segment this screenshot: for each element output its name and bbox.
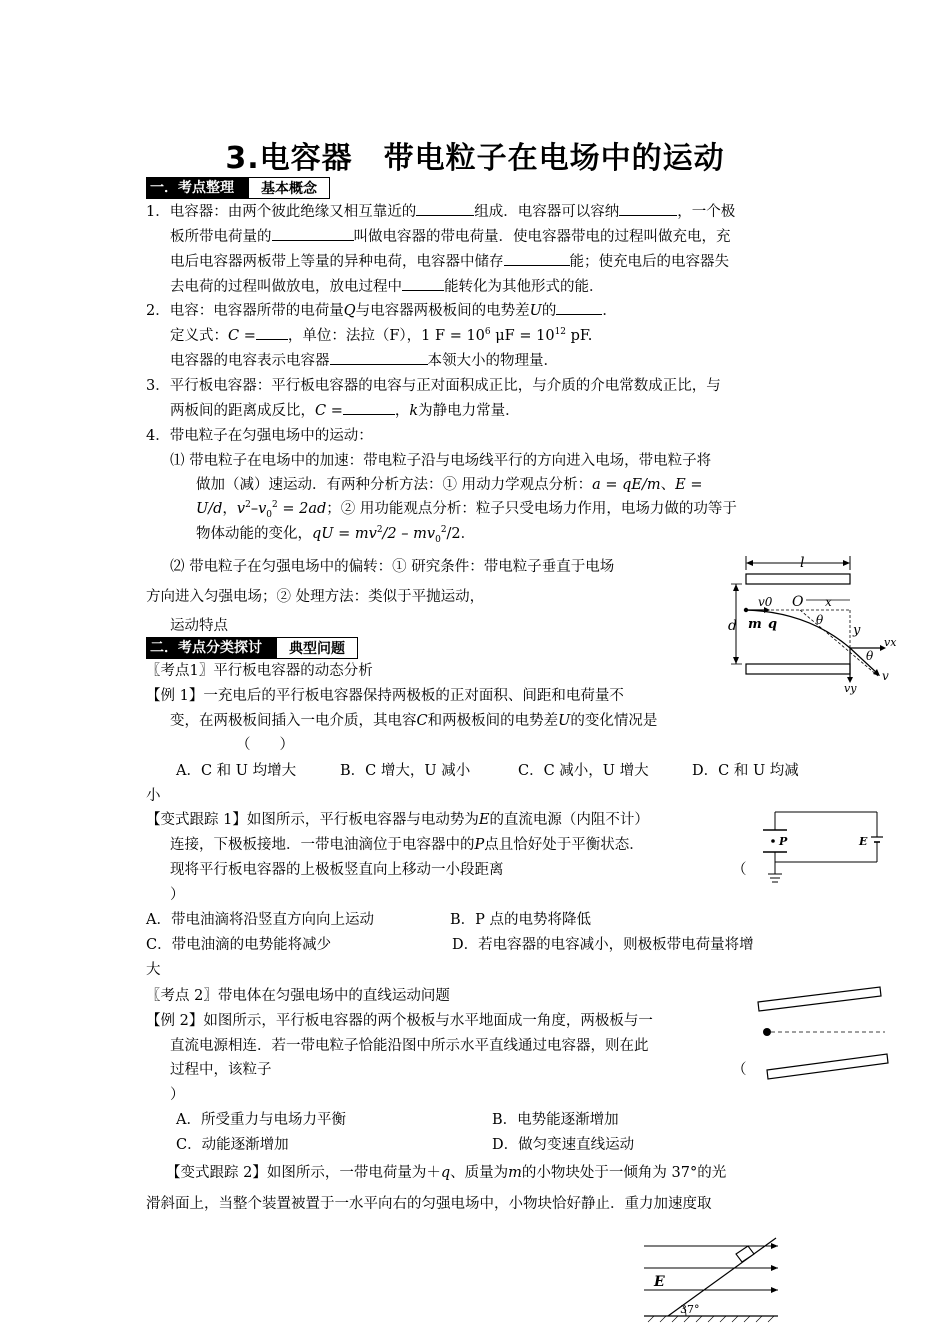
item-4-line-3: 做加（减）速运动．有两种分析方法：① 用动力学观点分析：a = qE/m、E = bbox=[196, 477, 703, 493]
topic-1-heading: 〖考点1〗平行板电容器的动态分析 bbox=[146, 663, 373, 679]
variant-1-paren-left: （ bbox=[732, 862, 747, 878]
variant-1-line-1: 【变式跟踪 1】如图所示，平行板电容器与电动势为E的直流电源（内阻不计） bbox=[146, 812, 649, 828]
item-1-line-4: 去电荷的过程叫做放电，放电过程中 能转化为其他形式的能． bbox=[170, 276, 604, 298]
label-x: x bbox=[825, 595, 832, 609]
item-1-line-1: 1．电容器：由两个彼此绝缘又相互靠近的 组成．电容器可以容纳 ，一个极 bbox=[146, 201, 735, 223]
example-2-paren-left: （ bbox=[732, 1062, 747, 1078]
variant-1-option-c: C．带电油滴的电势能将减少 bbox=[146, 937, 332, 953]
example-1-line-1: 【例 1】一充电后的平行板电容器保持两极板的正对面积、间距和电荷量不 bbox=[146, 688, 624, 704]
variant-1-paren-right: ） bbox=[170, 887, 185, 903]
item-4-line-4: U/d，$v^2-v_0^2 = 2ad$；② 用功能观点分析：粒子只受电场力作用，电场力做的功等于 bbox=[196, 500, 737, 520]
item-4-line-2: ⑴ 带电粒子在电场中的加速：带电粒子沿与电场线平行的方向进入电场，带电粒子将 bbox=[170, 453, 712, 469]
item-4-line-1: 4．带电粒子在匀强电场中的运动： bbox=[146, 428, 373, 444]
variant-1-line-3: 现将平行板电容器的上极板竖直向上移动一小段距离 bbox=[170, 862, 504, 878]
example-2-paren-right: ） bbox=[170, 1087, 185, 1103]
section-header-1 bbox=[146, 177, 330, 199]
page-title: 3.电容器 带电粒子在电场中的运动 bbox=[225, 141, 725, 176]
label-angle: 37° bbox=[680, 1303, 700, 1316]
capacitor-circuit-diagram bbox=[755, 808, 885, 890]
label-O: O bbox=[792, 594, 804, 610]
example-2-line-2: 直流电源相连．若一带电粒子恰能沿图中所示水平直线通过电容器，则在此 bbox=[170, 1038, 649, 1054]
lower-plate bbox=[746, 664, 850, 674]
item-4-line-5: 物体动能的变化，qU = $mv^2/2 - mv_0^2/2$． bbox=[196, 525, 476, 545]
label-q: q bbox=[768, 617, 778, 632]
example-1-answer-paren: （ ） bbox=[236, 737, 294, 753]
label-P: P bbox=[779, 835, 788, 848]
label-y: y bbox=[853, 623, 861, 638]
example-2-option-c: C．动能逐渐增加 bbox=[176, 1137, 289, 1153]
label-v: v bbox=[882, 669, 889, 683]
item-1-line-3: 电后电容器两板带上等量的异种电荷，电容器中储存 能；使充电后的电容器失 bbox=[170, 251, 729, 273]
upper-plate bbox=[746, 574, 850, 584]
label-theta-2: θ bbox=[866, 649, 874, 663]
example-1-option-a: A．C 和 U 均增大 bbox=[176, 763, 297, 779]
example-2-option-d: D．做匀变速直线运动 bbox=[492, 1137, 635, 1153]
label-E-field: E bbox=[654, 1274, 665, 1290]
example-1-option-d-wrap: 小 bbox=[146, 788, 161, 804]
item-3-line-1: 3．平行板电容器：平行板电容器的电容与正对面积成正比，与介质的介电常数成正比，与 bbox=[146, 378, 721, 394]
variant-2-line-2: 滑斜面上，当整个装置被置于一水平向右的匀强电场中，小物块恰好静止．重力加速度取 bbox=[146, 1196, 712, 1212]
item-4-line-6: ⑵ 带电粒子在匀强电场中的偏转：① 研究条件：带电粒子垂直于电场 bbox=[170, 559, 615, 575]
item-2-line-3: 电容器的电容表示电容器 本领大小的物理量． bbox=[170, 350, 558, 372]
example-1-option-c: C．C 减小，U 增大 bbox=[518, 763, 649, 779]
item-3-line-2: 两板间的距离成反比，C = ，k为静电力常量． bbox=[170, 400, 520, 422]
label-E: E bbox=[859, 835, 868, 848]
variant-1-line-2: 连接，下极板接地．一带电油滴位于电容器中的P点且恰好处于平衡状态． bbox=[170, 837, 644, 853]
section-1-label: 一．考点整理 bbox=[146, 177, 248, 199]
deflection-diagram bbox=[728, 548, 908, 698]
section-2-sublabel: 典型问题 bbox=[276, 637, 358, 659]
label-d: d bbox=[728, 618, 737, 634]
variant-1-option-d-wrap: 大 bbox=[146, 962, 161, 978]
example-2-option-a: A．所受重力与电场力平衡 bbox=[176, 1112, 346, 1128]
variant-1-option-a: A．带电油滴将沿竖直方向向上运动 bbox=[146, 912, 374, 928]
variant-1-option-d: D．若电容器的电容减小，则极板带电荷量将增 bbox=[452, 937, 754, 953]
example-1-option-d: D．C 和 U 均减 bbox=[692, 763, 799, 779]
label-m: m bbox=[748, 617, 762, 632]
topic-2-heading: 〖考点 2〗带电体在匀强电场中的直线运动问题 bbox=[146, 988, 450, 1004]
label-v0: v0 bbox=[758, 595, 773, 609]
section-header-2 bbox=[146, 637, 358, 659]
variant-1-option-b: B．P 点的电势将降低 bbox=[450, 912, 592, 928]
example-2-line-3: 过程中，该粒子 bbox=[170, 1062, 272, 1078]
incline-diagram bbox=[638, 1236, 788, 1326]
item-4-line-8: 运动特点 bbox=[170, 618, 228, 634]
item-4-line-7: 方向进入匀强电场；② 处理方法：类似于平抛运动， bbox=[146, 589, 485, 605]
label-theta-1: θ bbox=[816, 613, 824, 627]
item-1-line-2: 板所带电荷量的 叫做电容器的带电荷量．使电容器带电的过程叫做充电，充 bbox=[170, 226, 731, 248]
example-2-option-b: B．电势能逐渐增加 bbox=[492, 1112, 619, 1128]
label-vx: vx bbox=[884, 636, 897, 649]
section-2-label: 二．考点分类探讨 bbox=[146, 637, 276, 659]
variant-2-line-1: 【变式跟踪 2】如图所示，一带电荷量为＋q、质量为m的小物块处于一倾角为 37°的光 bbox=[166, 1165, 727, 1181]
label-vy: vy bbox=[844, 682, 857, 695]
item-2-line-2: 定义式：C = ，单位：法拉（F），1 $F = 10^6$ $\mu F = 10^{12}$ pF. bbox=[170, 325, 592, 347]
example-2-line-1: 【例 2】如图所示，平行板电容器的两个极板与水平地面成一角度，两极板与一 bbox=[146, 1013, 653, 1029]
example-1-line-2: 变，在两极板间插入一电介质，其电容C和两极板间的电势差U的变化情况是 bbox=[170, 713, 658, 729]
label-l: l bbox=[800, 555, 805, 571]
example-1-option-b: B．C 增大，U 减小 bbox=[340, 763, 471, 779]
item-2-line-1: 2．电容：电容器所带的电荷量Q与电容器两极板间的电势差U的 ． bbox=[146, 300, 617, 322]
section-1-sublabel: 基本概念 bbox=[248, 177, 330, 199]
tilted-plates-diagram bbox=[755, 980, 890, 1085]
